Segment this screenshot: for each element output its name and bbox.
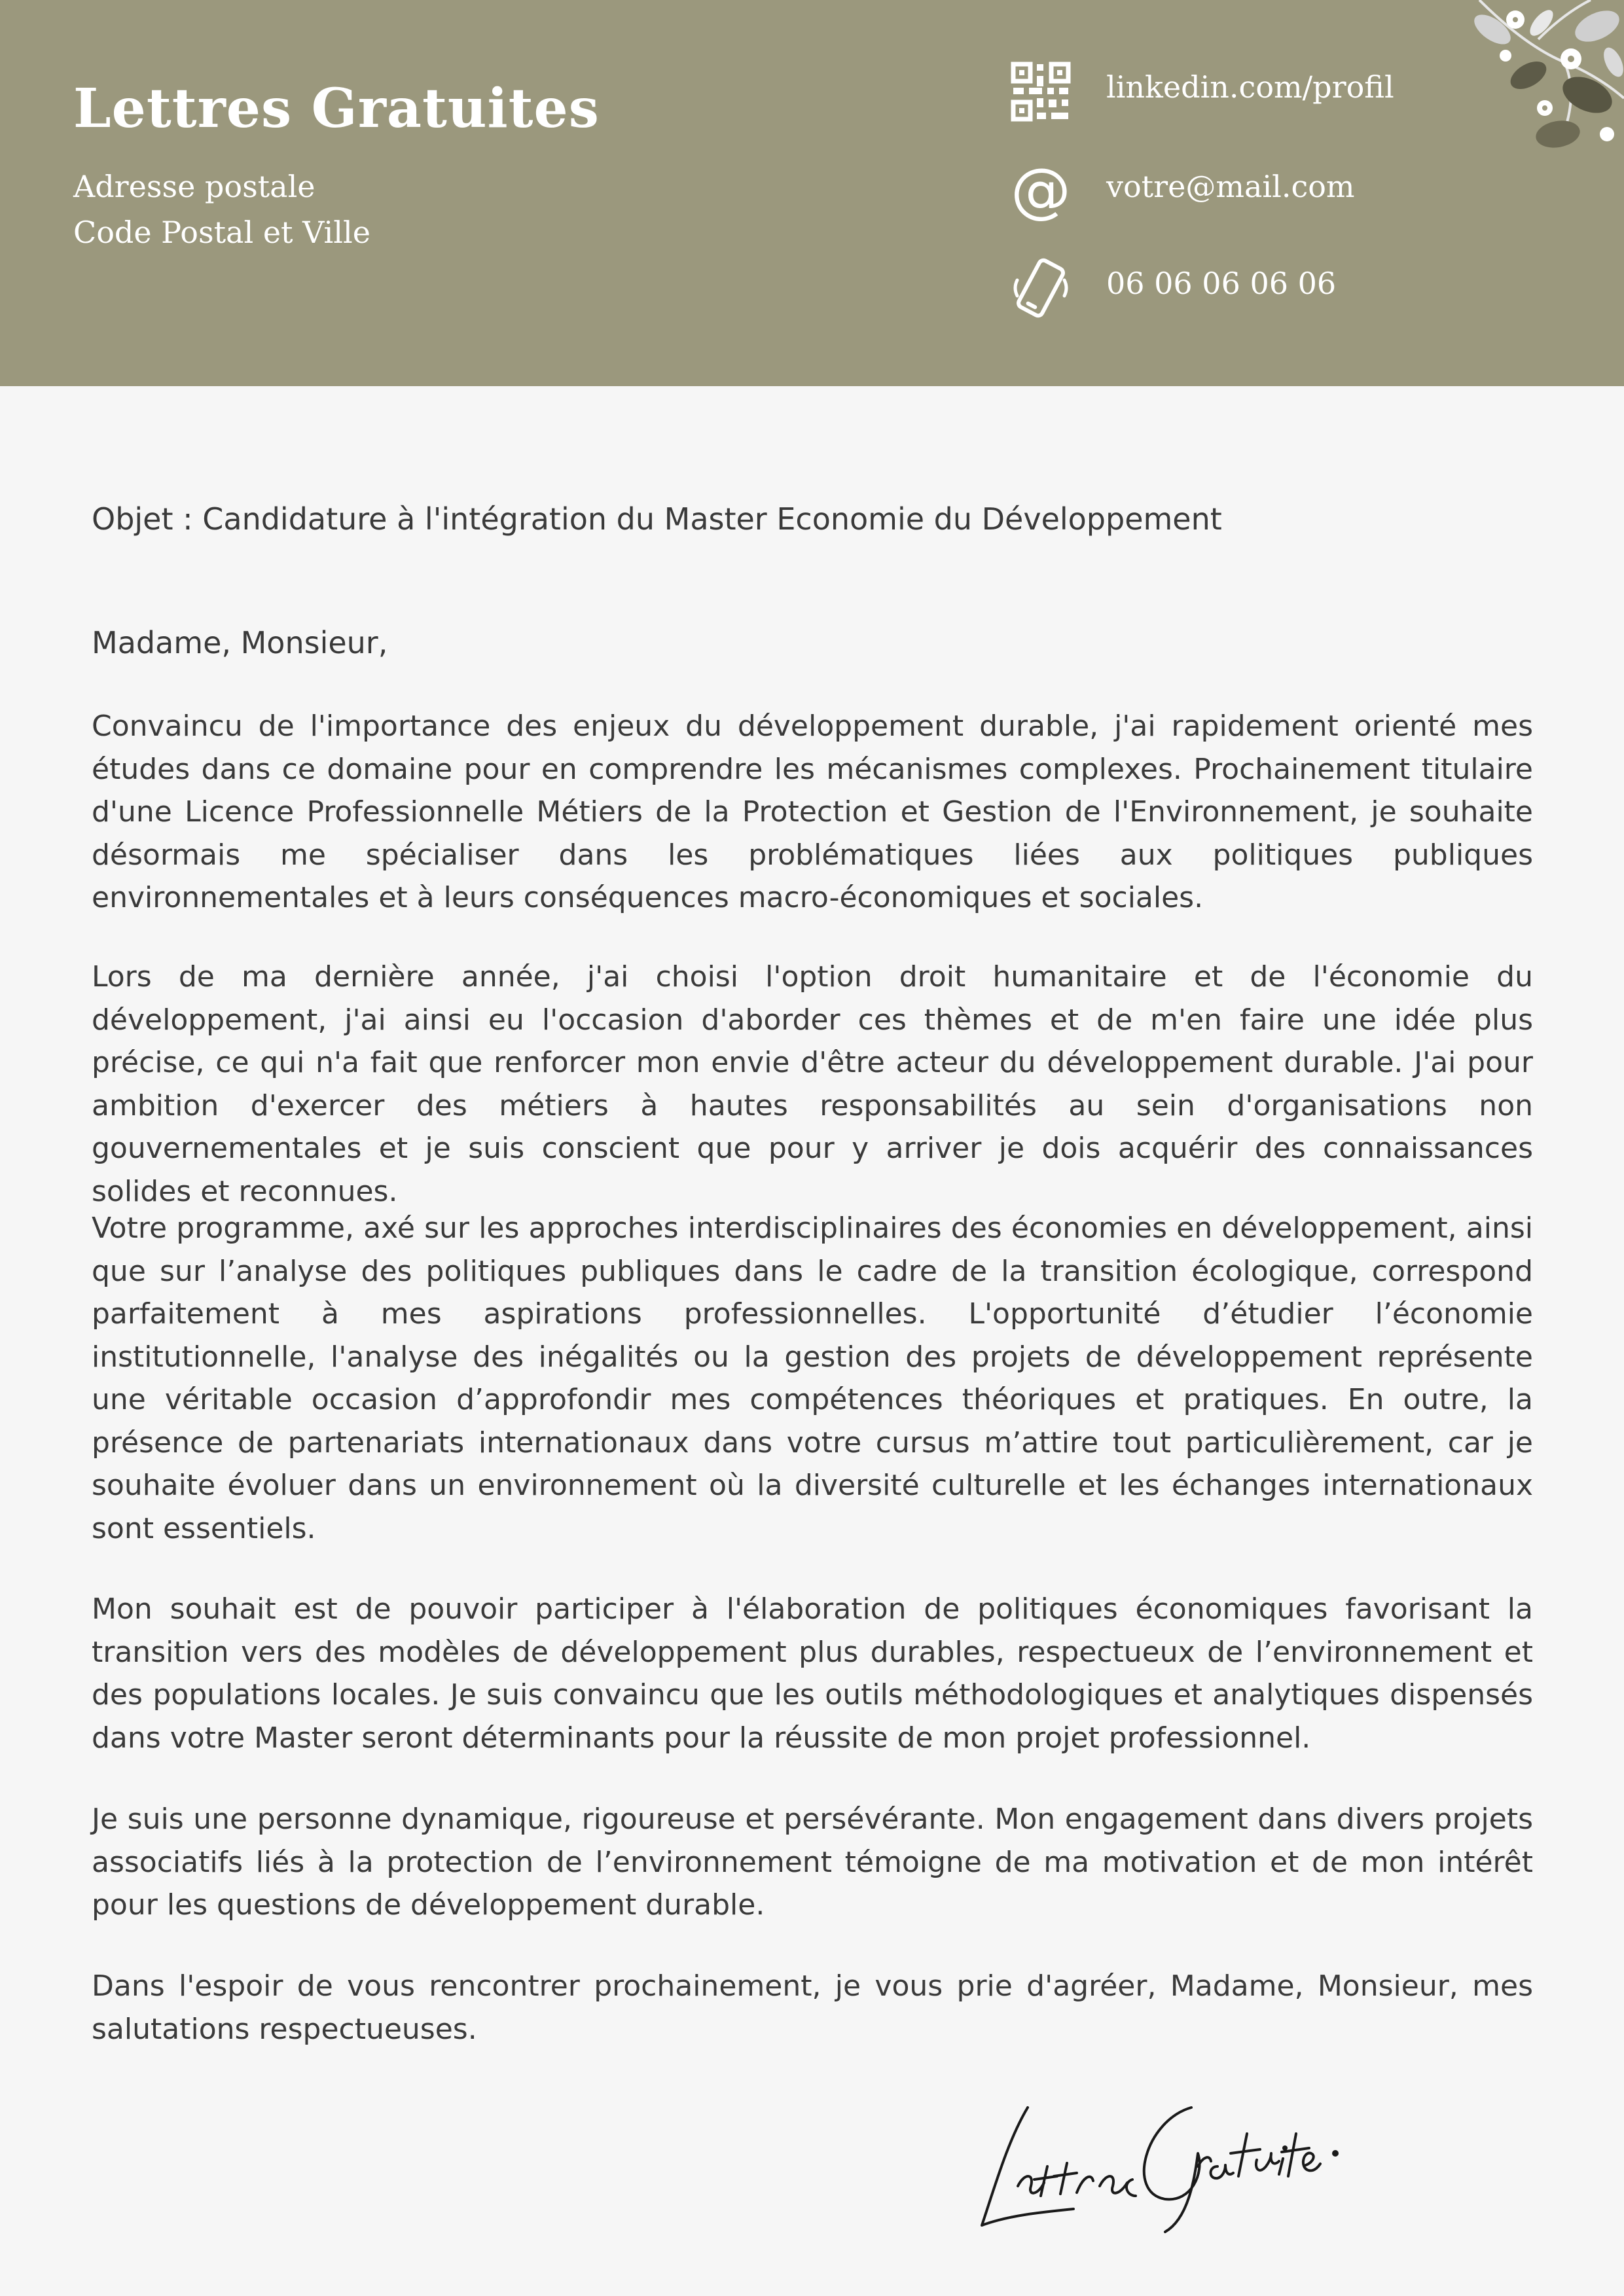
paragraph-2: Lors de ma dernière année, j'ai choisi l'option droit humanitaire et de l'économie du développement, j'ai ainsi eu l'occasion d'aborder ces thèmes et de m'en faire une idée plus précise, ce qui n'a fait que renforcer mon envie d'être acteur du développement durable. J'ai pour ambition d'exercer des métiers à hautes responsabilités au sein d'organisations non gouvernementales et je suis conscient que pour y arriver je dois acquérir des connaissances solides et reconnues. xyxy=(92,960,1533,1208)
phone-text: 06 06 06 06 06 xyxy=(1106,266,1337,301)
email-text: votre@mail.com xyxy=(1106,169,1355,204)
address-line-1: Adresse postale xyxy=(73,169,316,204)
floral-decoration-icon xyxy=(1466,0,1624,157)
paragraph-4: Mon souhait est de pouvoir participer à l'élaboration de politiques économiques favorisant la transition vers des modèles de développement plus durables, respectueux de l’environnement et des populations locales. Je suis convaincu que les outils méthodologiques et analytiques dispensés dans votre Master seront déterminants pour la réussite de mon projet professionnel. xyxy=(92,1592,1533,1755)
svg-text:@: @ xyxy=(1011,158,1071,224)
paragraph-1: Convaincu de l'importance des enjeux du développement durable, j'ai rapidement orienté mes études dans ce domaine pour en comprendre les mécanismes complexes. Prochainement titulaire d'une Licence Professionnelle Métiers de la Protection et Gestion de l'Environnement, je souhaite désormais me spécialiser dans les problématiques liées aux politiques publiques environnementales et à leurs conséquences macro-économiques et sociales. xyxy=(92,709,1533,914)
letter-header xyxy=(0,0,1624,386)
contact-email xyxy=(1008,158,1506,224)
contact-linkedin xyxy=(1008,59,1506,124)
sender-name: Lettres Gratuites xyxy=(73,77,600,140)
linkedin-text: linkedin.com/profil xyxy=(1106,69,1394,105)
address-line-2: Code Postal et Ville xyxy=(73,215,370,250)
paragraph-5: Je suis une personne dynamique, rigoureuse et persévérante. Mon engagement dans divers projets associatifs liés à la protection de l’environnement témoigne de ma motivation et de mon intérêt pour les questions de développement durable. xyxy=(92,1803,1533,1922)
letter-subject: Objet : Candidature à l'intégration du Master Economie du Développement xyxy=(92,501,1222,537)
contact-phone xyxy=(1008,255,1506,321)
qr-code-icon xyxy=(1008,59,1074,124)
letter-greeting: Madame, Monsieur, xyxy=(92,625,388,660)
handwritten-signature xyxy=(969,2081,1348,2238)
paragraph-6: Dans l'espoir de vous rencontrer prochainement, je vous prie d'agréer, Madame, Monsieur, mes salutations respectueuses. xyxy=(92,1969,1533,2046)
phone-icon xyxy=(1008,255,1074,321)
at-sign-icon xyxy=(1008,158,1074,224)
paragraph-3: Votre programme, axé sur les approches interdisciplinaires des économies en développement, ainsi que sur l’analyse des politiques publiques dans le cadre de la transition écologique, correspond parfaitement à mes aspirations professionnelles. L'opportunité d’étudier l’économie institutionnelle, l'analyse des inégalités ou la gestion des projets de développement représente une véritable occasion d’approfondir mes compétences théoriques et pratiques. En outre, la présence de partenariats internationaux dans votre cursus m’attire tout particulièrement, car je souhaite évoluer dans un environnement où la diversité culturelle et les échanges internationaux sont essentiels. xyxy=(92,1211,1533,1545)
